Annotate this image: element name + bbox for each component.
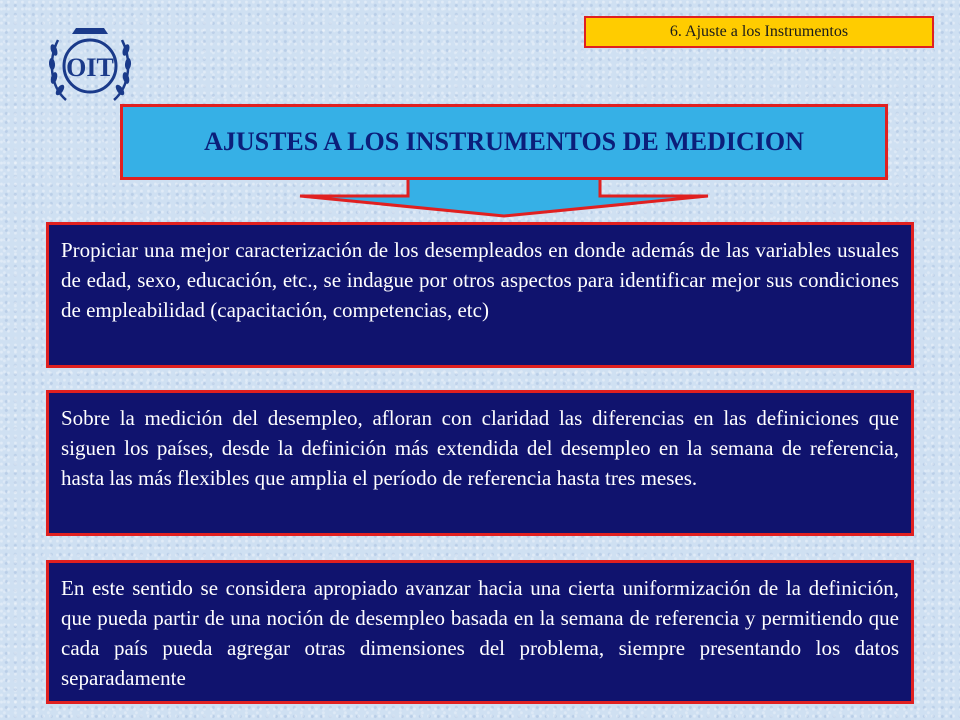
section-tag: 6. Ajuste a los Instrumentos <box>584 16 934 48</box>
text-box-2: Sobre la medición del desempleo, afloran con claridad las diferencias en las definiciones que siguen los países, desde la definición más extendida del desempleo en la semana de referencia, hasta las más flexibles que amplia el período de referencia hasta tres meses. <box>46 390 914 536</box>
logo-text: OIT <box>66 53 114 82</box>
title-box <box>120 104 888 180</box>
text-box-1: Propiciar una mejor caracterización de los desempleados en donde además de las variables usuales de edad, sexo, educación, etc., se indague por otros aspectos para identificar mejor sus condiciones de empleabilidad (capacitación, competencias, etc) <box>46 222 914 368</box>
text-box-3: En este sentido se considera apropiado avanzar hacia una cierta uniformización de la definición, que pueda partir de una noción de desempleo basada en la semana de referencia y permitiendo que cada país pueda agregar otras dimensiones del problema, siempre presentando los datos separadamente <box>46 560 914 704</box>
page-title: AJUSTES A LOS INSTRUMENTOS DE MEDICION <box>204 127 804 156</box>
